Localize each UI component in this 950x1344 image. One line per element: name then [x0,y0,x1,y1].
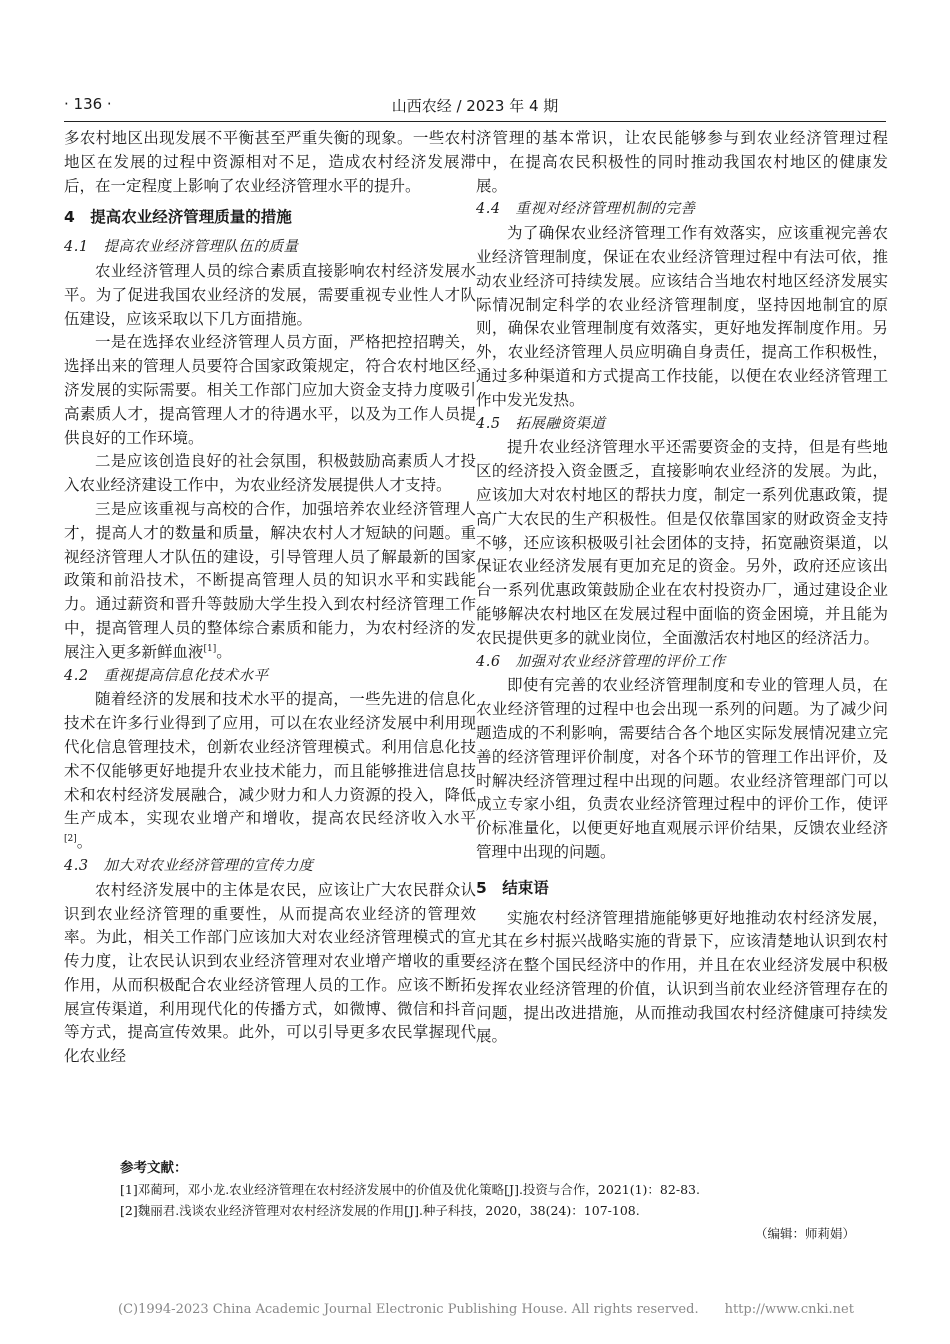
subsection-heading-4-5: 4.5 拓展融资渠道 [476,415,606,432]
period: 。 [76,833,93,852]
editor-note: （编辑：师莉娟） [754,1226,855,1241]
paragraph-with-citation [64,688,476,855]
journal-title: 山西农经 / 2023 年 4 期 [391,97,559,115]
citation-ref-2: [2] [64,833,77,844]
reference-item: [1]邓蔺珂，邓小龙.农业经济管理在农村经济发展中的价值及优化策略[J].投资与合作，2021(1)：82-83. [120,1182,700,1197]
header-rule [64,121,886,122]
paragraph: 农村经济发展中的主体是农民，应该让广大农民群众认识到农业经济管理的重要性，从而提高农业经济的管理效率。为此，相关工作部门应该加大对农业经济管理模式的宣传力度，让农民认识到农业经济管理对农业增产增收的重要作用，从而积极配合农业经济管理人员的工作。应该不断拓展宣传渠道，利用现代化的传播方式，如微博、微信和抖音等方式，提高宣传效果。此外，可以引导更多农民掌握现代化农业经 [64,880,476,1066]
section-heading-5: 5 结束语 [476,878,549,897]
paragraph: 二是应该创造良好的社会氛围，积极鼓励高素质人才投入农业经济建设工作中，为农业经济发展提供人才支持。 [64,452,476,495]
right-column [476,127,888,1049]
paragraph-with-citation [64,498,476,665]
period: 。 [216,642,232,661]
section-heading-4: 4 提高农业经济管理质量的措施 [64,208,292,227]
paragraph: 济管理的基本常识，让农民能够参与到农业经济管理过程中，在提高农民积极性的同时推动我国农村地区的健康发展。 [476,129,888,195]
references [120,1158,840,1221]
paragraph: 为了确保农业经济管理工作有效落实，应该重视完善农业经济管理制度，保证在农业经济管理过程中有法可依，推动农业经济可持续发展。应该结合当地农村地区经济发展实际情况制定科学的农业经济管理制度，坚持因地制宜的原则，确保农业管理制度有效落实，更好地发挥制度作用。另外，农业经济管理人员应明确自身责任，提高工作积极性，通过多种渠道和方式提高工作技能，以便在农业经济管理工作中发光发热。 [476,224,888,409]
paragraph: 实施农村经济管理措施能够更好地推动农村经济发展，尤其在乡村振兴战略实施的背景下，应该清楚地认识到农村经济在整个国民经济中的作用，并且在农业经济发展中积极发挥农业经济管理的价值，认识到当前农业经济管理存在的问题，提出改进措施，从而推动我国农村经济健康可持续发展。 [476,908,888,1046]
copyright-footer: (C)1994-2023 China Academic Journal Electronic Publishing House. All rights reserved. http://www.cnki.net [118,1302,854,1317]
citation-ref-1: [1] [203,643,217,654]
paragraph-text: 三是应该重视与高校的合作，加强培养农业经济管理人才，提高人才的数量和质量，解决农村人才短缺的问题。重视经济管理人才队伍的建设，引导管理人员了解最新的国家政策和前沿技术，不断提高管理人员的知识水平和实践能力。通过薪资和晋升等鼓励大学生投入到农村经济管理工作中，提高管理人员的整体综合素质和能力，为农村经济的发展注入更多新鲜血液 [64,499,476,661]
subsection-heading-4-1: 4.1 提高农业经济管理队伍的质量 [64,239,299,256]
paragraph: 农业经济管理人员的综合素质直接影响农村经济发展水平。为了促进我国农业经济的发展，需要重视专业性人才队伍建设，应该采取以下几方面措施。 [64,261,476,328]
subsection-heading-4-2: 4.2 重视提高信息化技术水平 [64,667,269,684]
paragraph: 即使有完善的农业经济管理制度和专业的管理人员，在农业经济管理的过程中也会出现一系列的问题。为了减少问题造成的不利影响，需要结合各个地区实际发展情况建立完善的经济管理评价制度，对各个环节的管理工作出评价，及时解决经济管理过程中出现的问题。农业经济管理部门可以成立专家小组，负责农业经济管理过程中的评价工作，使评价标准量化，以便更好地直观展示评价结果，反馈农业经济管理中出现的问题。 [476,676,888,861]
page-number: · 136 · [64,95,112,113]
references-title: 参考文献： [120,1160,188,1176]
paragraph: 提升农业经济管理水平还需要资金的支持，但是有些地区的经济投入资金匮乏，直接影响农业经济的发展。为此，应该加大对农村地区的帮扶力度，制定一系列优惠政策，提高广大农民的生产积极性。但是仅依靠国家的财政资金支持不够，还应该积极吸引社会团体的支持，拓宽融资渠道，以保证农业经济发展有更加充足的资金。另外，政府还应该出台一系列优惠政策鼓励企业在农村投资办厂，通过建设企业能够解决农村地区在发展过程中面临的资金困境，并且能为农民提供更多的就业岗位，全面激活农村地区的经济活力。 [476,438,888,647]
subsection-heading-4-6: 4.6 加强对农业经济管理的评价工作 [476,653,726,670]
reference-item: [2]魏丽君.浅谈农业经济管理对农村经济发展的作用[J].种子科技，2020，38(24)：107-108. [120,1203,640,1218]
left-column [64,127,476,1069]
subsection-heading-4-3: 4.3 加大对农业经济管理的宣传力度 [64,857,314,874]
paragraph-text: 随着经济的发展和技术水平的提高，一些先进的信息化技术在许多行业得到了应用，可以在农业经济发展中利用现代化信息管理技术，创新农业经济管理模式。利用信息化技术不仅能够更好地提升农业技术能力，而且能够推进信息技术和农村经济发展融合，减少财力和人力资源的投入，降低生产成本，实现农业增产和增收，提高农民经济收入水平 [64,690,476,828]
paragraph: 一是在选择农业经济管理人员方面，严格把控招聘关，选择出来的管理人员要符合国家政策规定，符合农村地区经济发展的实际需要。相关工作部门应加大资金支持力度吸引高素质人才，提高管理人才的待遇水平，以及为工作人员提供良好的工作环境。 [64,333,476,447]
paragraph: 多农村地区出现发展不平衡甚至严重失衡的现象。一些农村地区在发展的过程中资源相对不足，造成农村经济发展滞后，在一定程度上影响了农业经济管理水平的提升。 [64,129,476,195]
subsection-heading-4-4: 4.4 重视对经济管理机制的完善 [476,201,696,218]
